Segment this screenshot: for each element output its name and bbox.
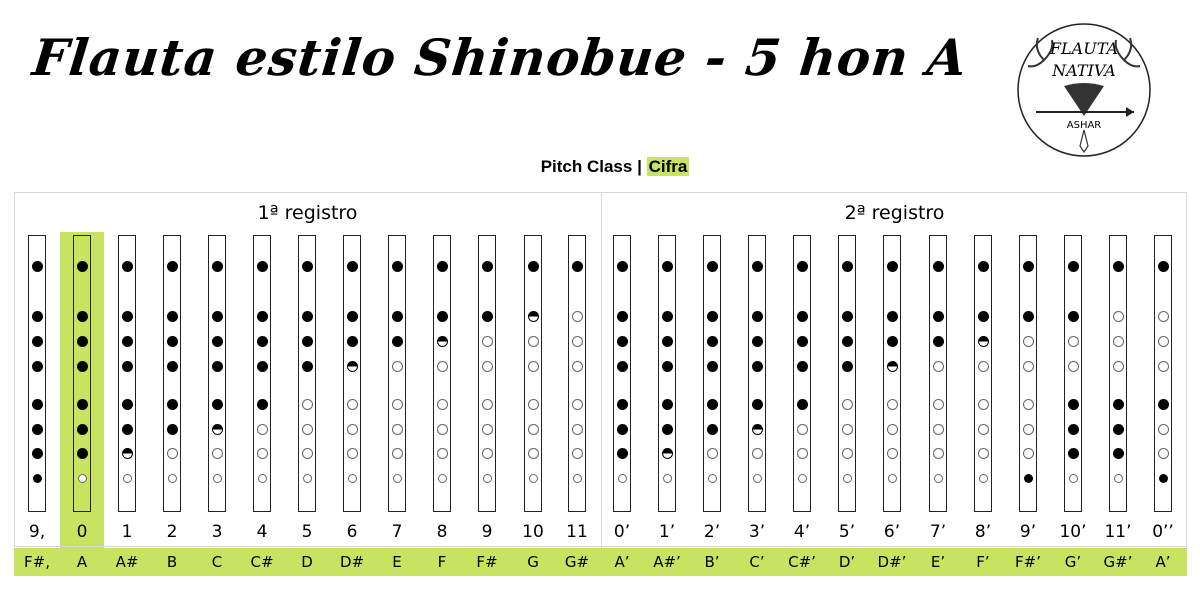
finger-hole-open — [843, 474, 852, 483]
finger-hole-full — [662, 361, 673, 372]
cifra-label: 10 — [522, 522, 544, 542]
finger-hole-open — [528, 424, 539, 435]
finger-hole-full — [302, 261, 313, 272]
finger-hole-open — [978, 399, 989, 410]
finger-hole-full — [32, 336, 43, 347]
flute-diagram — [388, 235, 406, 512]
finger-hole-open — [978, 448, 989, 459]
finger-hole-open — [1158, 361, 1169, 372]
finger-hole-open — [572, 448, 583, 459]
cifra-label: 8’ — [974, 522, 992, 542]
finger-hole-full — [77, 399, 88, 410]
pitch-class-label: F’ — [976, 553, 990, 571]
finger-hole-full — [617, 424, 628, 435]
finger-hole-open — [572, 399, 583, 410]
finger-hole-open — [392, 448, 403, 459]
finger-hole-full — [887, 261, 898, 272]
finger-hole-full — [122, 361, 133, 372]
finger-hole-open — [753, 474, 762, 483]
finger-hole-full — [167, 336, 178, 347]
finger-hole-half — [122, 448, 133, 459]
finger-hole-full — [437, 261, 448, 272]
finger-hole-full — [212, 399, 223, 410]
finger-hole-full — [77, 311, 88, 322]
finger-hole-open — [798, 474, 807, 483]
finger-hole-full — [257, 336, 268, 347]
finger-hole-open — [1113, 336, 1124, 347]
finger-hole-half — [887, 361, 898, 372]
finger-hole-open — [482, 399, 493, 410]
finger-hole-full — [978, 311, 989, 322]
finger-hole-full — [707, 424, 718, 435]
cifra-label: 6 — [346, 522, 358, 542]
finger-hole-full — [77, 261, 88, 272]
finger-hole-open — [302, 399, 313, 410]
flute-diagram — [568, 235, 586, 512]
finger-hole-full — [33, 474, 42, 483]
finger-hole-full — [122, 336, 133, 347]
pitch-class-label: E — [392, 553, 402, 571]
pitch-class-label: G’ — [1064, 553, 1082, 571]
finger-hole-full — [212, 261, 223, 272]
finger-hole-full — [482, 311, 493, 322]
finger-hole-open — [933, 448, 944, 459]
register-divider — [601, 192, 602, 548]
finger-hole-full — [752, 361, 763, 372]
finger-hole-full — [122, 399, 133, 410]
finger-hole-full — [77, 424, 88, 435]
finger-hole-open — [528, 399, 539, 410]
pitch-class-label: F#’ — [1015, 553, 1041, 571]
cifra-label: 4 — [256, 522, 268, 542]
finger-hole-open — [888, 474, 897, 483]
register-1-title: 1ª registro — [257, 202, 358, 224]
finger-hole-open — [1023, 336, 1034, 347]
finger-hole-open — [167, 448, 178, 459]
finger-hole-full — [167, 399, 178, 410]
finger-hole-full — [122, 261, 133, 272]
cifra-label: 7 — [391, 522, 403, 542]
flauta-nativa-logo — [1014, 20, 1154, 160]
finger-hole-full — [707, 399, 718, 410]
finger-hole-full — [1158, 399, 1169, 410]
finger-hole-full — [257, 361, 268, 372]
cifra-label: 9, — [28, 522, 46, 542]
pitch-class-label: D’ — [838, 553, 856, 571]
flute-diagram — [524, 235, 542, 512]
finger-hole-open — [482, 361, 493, 372]
pitch-class-label: D — [301, 553, 313, 571]
flute-diagram — [1154, 235, 1172, 512]
flute-diagram — [298, 235, 316, 512]
finger-hole-open — [123, 474, 132, 483]
finger-hole-full — [1023, 261, 1034, 272]
cifra-label: 4’ — [793, 522, 811, 542]
pitch-class-label: C — [211, 553, 223, 571]
pitch-class-label: F# — [476, 553, 498, 571]
cifra-label: 2’ — [703, 522, 721, 542]
pitch-class-label: D# — [339, 553, 365, 571]
finger-hole-open — [392, 361, 403, 372]
finger-hole-full — [617, 361, 628, 372]
finger-hole-open — [572, 361, 583, 372]
finger-hole-full — [707, 361, 718, 372]
finger-hole-open — [618, 474, 627, 483]
pitch-class-label: A — [76, 553, 88, 571]
finger-hole-full — [77, 361, 88, 372]
finger-hole-open — [933, 399, 944, 410]
finger-hole-full — [482, 261, 493, 272]
finger-hole-open — [708, 474, 717, 483]
finger-hole-open — [302, 448, 313, 459]
finger-hole-half — [752, 424, 763, 435]
flute-diagram — [793, 235, 811, 512]
finger-hole-full — [752, 261, 763, 272]
flute-diagram — [253, 235, 271, 512]
finger-hole-full — [347, 311, 358, 322]
finger-hole-open — [348, 474, 357, 483]
cifra-label: 0’ — [613, 522, 631, 542]
flute-diagram — [433, 235, 451, 512]
finger-hole-open — [257, 448, 268, 459]
finger-hole-full — [707, 311, 718, 322]
flute-diagram — [658, 235, 676, 512]
cifra-label: 5 — [301, 522, 313, 542]
finger-hole-open — [258, 474, 267, 483]
finger-hole-open — [482, 424, 493, 435]
finger-hole-full — [752, 336, 763, 347]
finger-hole-half — [978, 336, 989, 347]
finger-hole-open — [482, 336, 493, 347]
finger-hole-open — [572, 311, 583, 322]
finger-hole-open — [572, 336, 583, 347]
finger-hole-full — [1113, 399, 1124, 410]
logo-text-ashar: ASHAR — [1066, 120, 1102, 131]
finger-hole-full — [662, 261, 673, 272]
pitch-class-label: A#’ — [653, 553, 681, 571]
logo-text-flauta: FLAUTA — [1049, 39, 1119, 58]
flute-diagram — [1109, 235, 1127, 512]
legend-cifra: Cifra — [648, 157, 688, 176]
finger-hole-open — [1158, 448, 1169, 459]
finger-hole-full — [933, 261, 944, 272]
pitch-class-label: G — [527, 553, 539, 571]
finger-hole-full — [1068, 424, 1079, 435]
flute-diagram — [748, 235, 766, 512]
finger-hole-open — [1069, 474, 1078, 483]
flute-diagram — [974, 235, 992, 512]
finger-hole-open — [842, 448, 853, 459]
finger-hole-open — [347, 399, 358, 410]
finger-hole-open — [528, 336, 539, 347]
finger-hole-full — [347, 261, 358, 272]
pitch-class-label: A’ — [1155, 553, 1171, 571]
flute-diagram — [478, 235, 496, 512]
finger-hole-open — [1113, 311, 1124, 322]
finger-hole-full — [1068, 311, 1079, 322]
cifra-label: 5’ — [838, 522, 856, 542]
cifra-label: 11’ — [1104, 522, 1132, 542]
finger-hole-full — [392, 261, 403, 272]
cifra-label: 6’ — [883, 522, 901, 542]
finger-hole-open — [347, 424, 358, 435]
cifra-label: 8 — [436, 522, 448, 542]
finger-hole-full — [392, 336, 403, 347]
finger-hole-open — [573, 474, 582, 483]
finger-hole-open — [437, 361, 448, 372]
finger-hole-full — [1023, 311, 1034, 322]
finger-hole-open — [933, 361, 944, 372]
finger-hole-full — [347, 336, 358, 347]
flute-diagram — [1064, 235, 1082, 512]
finger-hole-open — [483, 474, 492, 483]
finger-hole-open — [887, 424, 898, 435]
finger-hole-open — [1158, 311, 1169, 322]
pitch-class-label: C’ — [749, 553, 765, 571]
finger-hole-open — [393, 474, 402, 483]
finger-hole-half — [528, 311, 539, 322]
finger-hole-full — [842, 261, 853, 272]
finger-hole-full — [797, 336, 808, 347]
finger-hole-full — [662, 336, 673, 347]
finger-hole-open — [887, 399, 898, 410]
finger-hole-open — [437, 448, 448, 459]
finger-hole-full — [257, 261, 268, 272]
finger-hole-half — [662, 448, 673, 459]
finger-hole-full — [77, 448, 88, 459]
finger-hole-open — [257, 424, 268, 435]
finger-hole-open — [302, 424, 313, 435]
finger-hole-open — [1113, 361, 1124, 372]
finger-hole-full — [437, 311, 448, 322]
flute-diagram — [118, 235, 136, 512]
finger-hole-full — [122, 311, 133, 322]
finger-hole-open — [213, 474, 222, 483]
flute-diagram — [73, 235, 91, 512]
finger-hole-full — [1158, 261, 1169, 272]
finger-hole-full — [978, 261, 989, 272]
finger-hole-open — [707, 448, 718, 459]
finger-hole-full — [528, 261, 539, 272]
finger-hole-open — [482, 448, 493, 459]
finger-hole-open — [797, 424, 808, 435]
pitch-class-label: F — [437, 553, 447, 571]
flute-diagram — [613, 235, 631, 512]
pitch-class-label: A# — [115, 553, 139, 571]
finger-hole-open — [392, 424, 403, 435]
finger-hole-open — [1068, 361, 1079, 372]
finger-hole-full — [1113, 448, 1124, 459]
pitch-class-label: C# — [250, 553, 274, 571]
finger-hole-full — [1113, 261, 1124, 272]
finger-hole-full — [617, 399, 628, 410]
finger-hole-full — [1068, 261, 1079, 272]
finger-hole-full — [302, 361, 313, 372]
finger-hole-full — [302, 336, 313, 347]
cifra-label: 10’ — [1059, 522, 1087, 542]
finger-hole-open — [529, 474, 538, 483]
finger-hole-full — [1113, 424, 1124, 435]
finger-hole-open — [933, 424, 944, 435]
pitch-class-label: G#’ — [1103, 553, 1133, 571]
legend-pitch-class: Pitch Class — [540, 157, 633, 176]
finger-hole-open — [1023, 399, 1034, 410]
finger-hole-open — [437, 399, 448, 410]
finger-hole-full — [887, 336, 898, 347]
finger-hole-full — [707, 261, 718, 272]
finger-hole-full — [212, 361, 223, 372]
finger-hole-full — [122, 424, 133, 435]
pitch-class-label: C#’ — [788, 553, 816, 571]
finger-hole-full — [212, 311, 223, 322]
finger-hole-open — [347, 448, 358, 459]
pitch-class-label: B — [166, 553, 178, 571]
finger-hole-full — [167, 424, 178, 435]
flute-diagram — [28, 235, 46, 512]
finger-hole-half — [347, 361, 358, 372]
finger-hole-open — [1068, 336, 1079, 347]
finger-hole-open — [978, 424, 989, 435]
legend-separator: | — [637, 157, 642, 176]
finger-hole-full — [1159, 474, 1168, 483]
finger-hole-open — [978, 361, 989, 372]
flute-diagram — [929, 235, 947, 512]
legend — [0, 157, 1200, 177]
finger-hole-open — [752, 448, 763, 459]
pitch-class-label: D#’ — [877, 553, 907, 571]
finger-hole-open — [1114, 474, 1123, 483]
finger-hole-full — [32, 361, 43, 372]
finger-hole-open — [303, 474, 312, 483]
finger-hole-open — [528, 448, 539, 459]
finger-hole-open — [887, 448, 898, 459]
flute-diagram — [838, 235, 856, 512]
finger-hole-open — [392, 399, 403, 410]
finger-hole-full — [617, 261, 628, 272]
finger-hole-open — [842, 399, 853, 410]
finger-hole-open — [437, 424, 448, 435]
finger-hole-open — [168, 474, 177, 483]
finger-hole-full — [32, 399, 43, 410]
finger-hole-full — [572, 261, 583, 272]
finger-hole-full — [797, 261, 808, 272]
finger-hole-full — [167, 261, 178, 272]
finger-hole-full — [617, 311, 628, 322]
finger-hole-half — [437, 336, 448, 347]
finger-hole-half — [212, 424, 223, 435]
finger-hole-full — [302, 311, 313, 322]
finger-hole-full — [1024, 474, 1033, 483]
finger-hole-full — [842, 311, 853, 322]
finger-hole-open — [1158, 424, 1169, 435]
finger-hole-full — [797, 399, 808, 410]
finger-hole-full — [1068, 399, 1079, 410]
finger-hole-full — [662, 424, 673, 435]
finger-hole-full — [617, 336, 628, 347]
logo-text-nativa: NATIVA — [1052, 61, 1116, 80]
finger-hole-full — [662, 311, 673, 322]
finger-hole-full — [167, 311, 178, 322]
finger-hole-open — [572, 424, 583, 435]
register-2-title: 2ª registro — [844, 202, 945, 224]
finger-hole-full — [167, 361, 178, 372]
finger-hole-open — [212, 448, 223, 459]
cifra-label: 7’ — [929, 522, 947, 542]
finger-hole-open — [78, 474, 87, 483]
flute-diagram — [208, 235, 226, 512]
finger-hole-open — [1023, 424, 1034, 435]
flute-diagram — [343, 235, 361, 512]
finger-hole-full — [212, 336, 223, 347]
finger-hole-full — [707, 336, 718, 347]
finger-hole-full — [797, 361, 808, 372]
page-title: Flauta estilo Shinobue - 5 hon A — [29, 28, 971, 87]
finger-hole-open — [797, 448, 808, 459]
finger-hole-full — [887, 311, 898, 322]
pitch-class-label: E’ — [930, 553, 946, 571]
finger-hole-full — [392, 311, 403, 322]
cifra-label: 1’ — [658, 522, 676, 542]
finger-hole-open — [934, 474, 943, 483]
finger-hole-full — [933, 336, 944, 347]
finger-hole-full — [797, 311, 808, 322]
finger-hole-open — [842, 424, 853, 435]
finger-hole-full — [1068, 448, 1079, 459]
finger-hole-full — [662, 399, 673, 410]
finger-hole-full — [32, 311, 43, 322]
finger-hole-open — [438, 474, 447, 483]
finger-hole-full — [32, 261, 43, 272]
flute-diagram — [163, 235, 181, 512]
pitch-class-label: A’ — [614, 553, 630, 571]
pitch-class-label: F#, — [24, 553, 50, 571]
cifra-label: 3 — [211, 522, 223, 542]
cifra-label: 0’’ — [1152, 522, 1174, 542]
finger-hole-full — [32, 448, 43, 459]
cifra-label: 0 — [76, 522, 88, 542]
finger-hole-full — [257, 399, 268, 410]
finger-hole-full — [32, 424, 43, 435]
finger-hole-open — [663, 474, 672, 483]
cifra-label: 9 — [481, 522, 493, 542]
flute-diagram — [1019, 235, 1037, 512]
finger-hole-full — [77, 336, 88, 347]
finger-hole-full — [933, 311, 944, 322]
cifra-label: 3’ — [748, 522, 766, 542]
cifra-label: 2 — [166, 522, 178, 542]
finger-hole-open — [1158, 336, 1169, 347]
flute-diagram — [703, 235, 721, 512]
pitch-class-label: G# — [564, 553, 590, 571]
finger-hole-full — [752, 399, 763, 410]
finger-hole-full — [752, 311, 763, 322]
cifra-label: 1 — [121, 522, 133, 542]
cifra-label: 9’ — [1019, 522, 1037, 542]
finger-hole-open — [1023, 361, 1034, 372]
flute-diagram — [883, 235, 901, 512]
finger-hole-full — [842, 361, 853, 372]
finger-hole-open — [1023, 448, 1034, 459]
finger-hole-open — [979, 474, 988, 483]
finger-hole-full — [842, 336, 853, 347]
pitch-class-label: B’ — [704, 553, 720, 571]
cifra-label: 11 — [566, 522, 588, 542]
finger-hole-full — [617, 448, 628, 459]
finger-hole-open — [528, 361, 539, 372]
finger-hole-full — [257, 311, 268, 322]
